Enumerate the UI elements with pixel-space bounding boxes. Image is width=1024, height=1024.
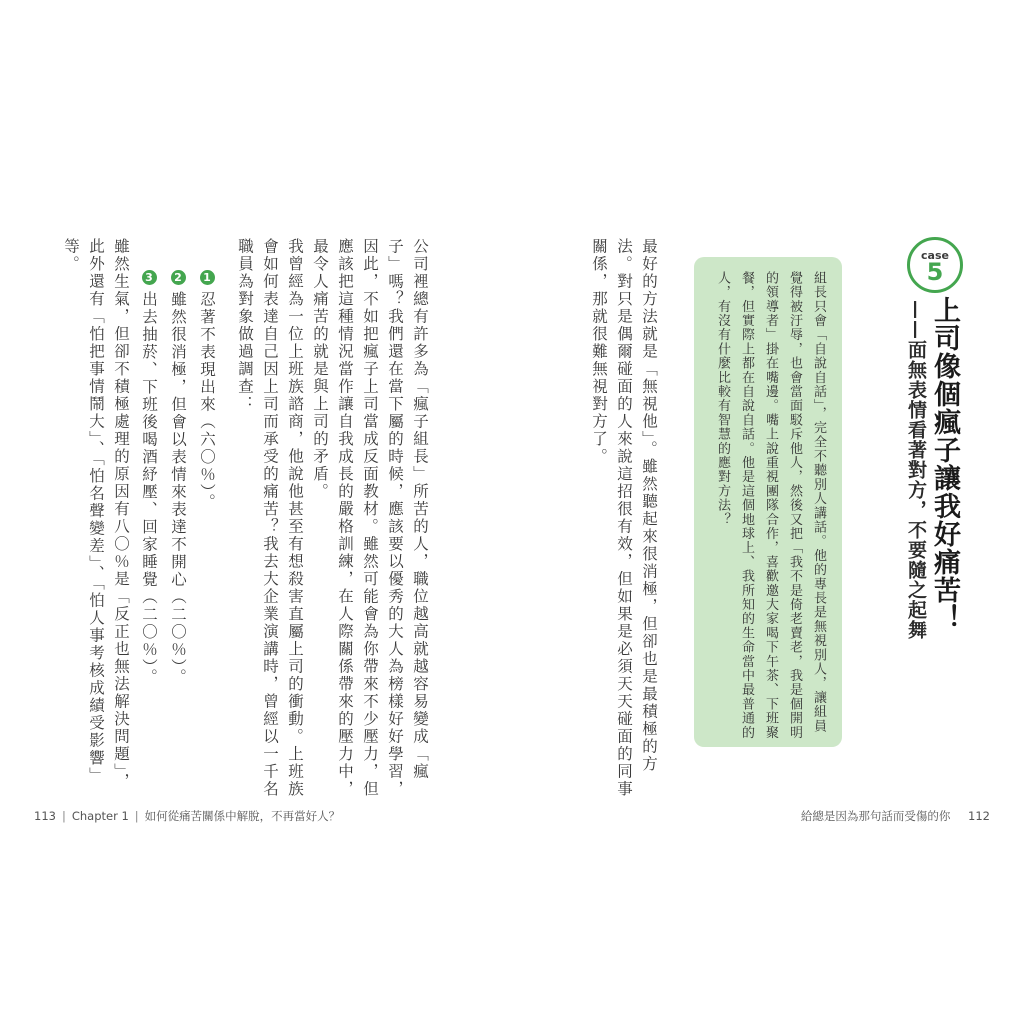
case-badge: [907, 237, 963, 293]
page-number-right: 112: [968, 809, 990, 823]
case-question-box: [694, 257, 842, 747]
chapter-label: Chapter 1: [71, 809, 129, 823]
list-item: [165, 270, 190, 790]
list-item: [136, 270, 161, 790]
list-item: [194, 270, 219, 790]
list-item-text: 忍著不表現出來（六〇％）。: [198, 291, 216, 511]
case-number: 5: [926, 257, 944, 286]
answer-paragraph: 最好的方法就是「無視他」。雖然聽起來很消極，但卻也是最積極的方法。對只是偶爾碰面的人來說這招很有效，但如果是必須天天碰面的同事關係，那就很難無視對方了。: [590, 238, 658, 798]
survey-list: [136, 270, 219, 790]
case-title: 上司像個瘋子讓我好痛苦！: [929, 296, 960, 632]
chapter-title: 如何從痛苦關係中解脫，不再當好人？: [144, 809, 341, 823]
book-title: 給總是因為那句話而受傷的你: [800, 809, 951, 823]
number-badge-icon: 2: [171, 270, 186, 285]
body-paragraphs: 公司裡總有許多為「瘋子組長」所苦的人，職位越高就越容易變成「瘋子」嗎？我們還在當下屬的時候，應該要以優秀的大人為榜樣好好學習，因此，不如把瘋子上司當成反面教材。雖然可能會為你帶來不少壓力，但應該把這種情況當作讓自我成長的嚴格訓練，在人際關係帶來的壓力中，最令人痛苦的就是與上司的矛盾。 我曾經為一位上班族諮商，他說他甚至有想殺害直屬上司的衝動。上班族會如何表達自己因上司而承受的痛苦？我去大企業演講時，曾經以一千名職員為對象做過調查：: [236, 238, 429, 798]
footer-left: 113 | Chapter 1 | 如何從痛苦關係中解脫，不再當好人？: [34, 809, 341, 823]
number-badge-icon: 3: [142, 270, 157, 285]
number-badge-icon: 1: [200, 270, 215, 285]
list-item-text: 雖然很消極，但會以表情來表達不開心（二〇％）。: [169, 291, 187, 686]
page-number-left: 113: [34, 809, 56, 823]
footer-right: [801, 808, 990, 824]
closing-paragraph: 雖然生氣，但卻不積極處理的原因有八〇％是「反正也無法解決問題」，此外還有「怕把事情鬧大」、「怕名聲變差」、「怕人事考核成績受影響」等。: [62, 238, 130, 791]
case-question-text: 組長只會「自說自話」，完全不聽別人講話。他的專長是無視別人，讓組員覺得被汙辱，也會當面駁斥他人，然後又把「我不是倚老賣老，我是個開明的領導者」掛在嘴邊。嘴上說重視團隊合作，喜歡邀大家喝下午茶、下班聚餐，但實際上都在自說自話。他是這個地球上、我所知的生命當中最普通的人，有沒有什麼比較有智慧的應對方法？: [715, 271, 826, 740]
case-subtitle: ——面無表情看著對方，不要隨之起舞: [905, 300, 927, 640]
list-item-text: 出去抽菸、下班後喝酒紓壓、回家睡覺（二〇％）。: [140, 291, 158, 686]
case-label: case: [921, 248, 949, 262]
